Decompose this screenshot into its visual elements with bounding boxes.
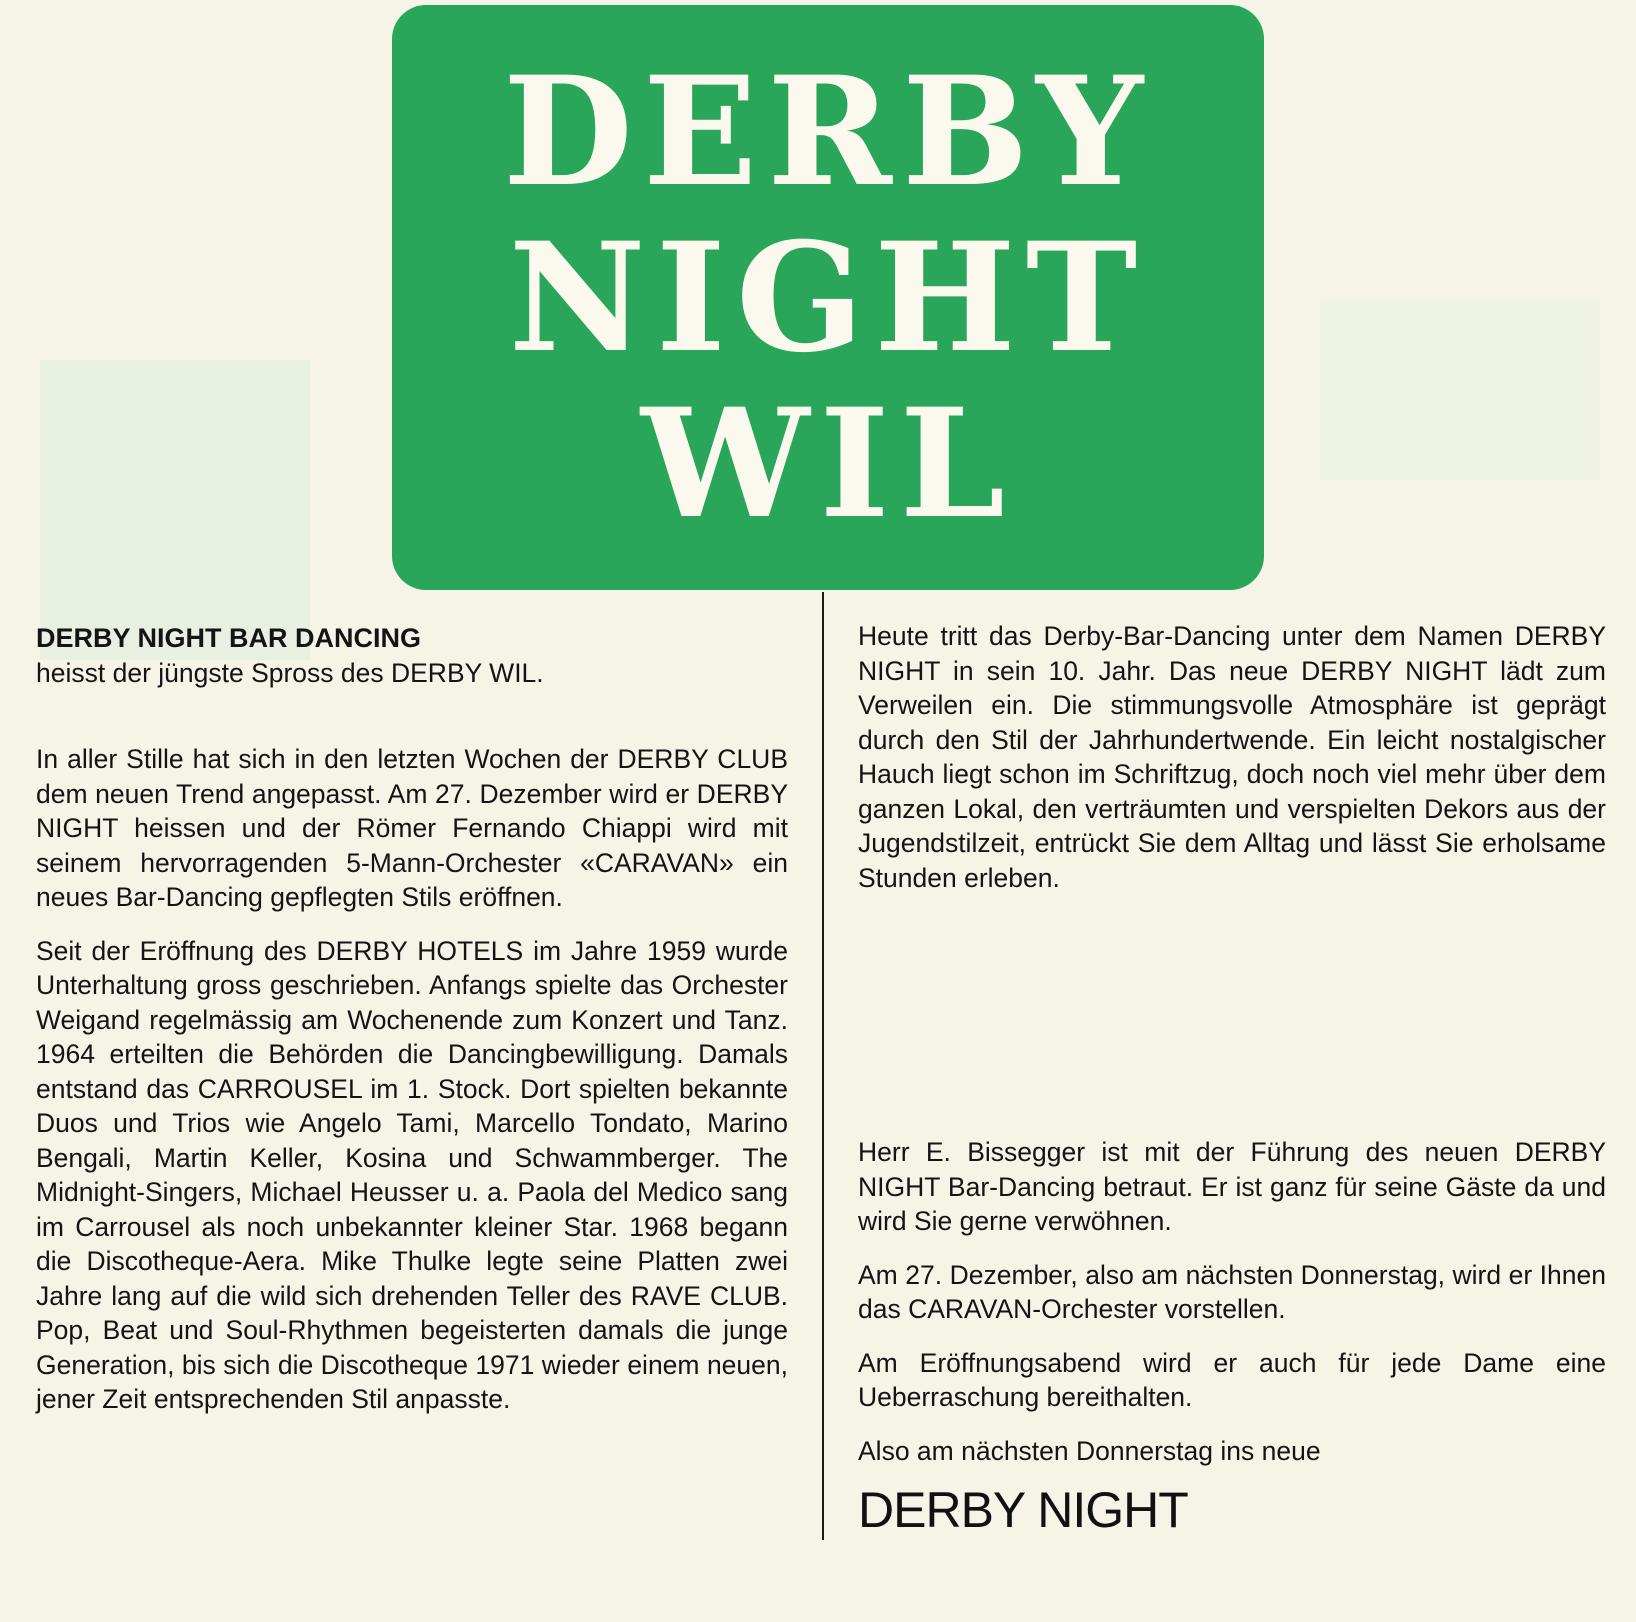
paragraph-tenth-year: Heute tritt das Derby-Bar-Dancing unter dem Namen DERBY NIGHT in sein 10. Jahr. Das neue DERBY NIGHT lädt zum Verweilen ein. Die stimmungsvolle Atmosphäre ist geprägt durch den Stil der Jahrhundertwende. Ein leicht nostalgischer Hauch liegt schon im Schriftzug, doch noch viel mehr über dem ganzen Lokal, den verträumten und verspielten Dekors aus der Jugendstilzeit, entrückt Sie dem Alltag und lässt Sie erholsame Stunden erleben. xyxy=(858,621,1606,893)
show-through-shadow xyxy=(40,360,310,660)
derby-night-wil-logo xyxy=(392,5,1264,590)
article-heading: DERBY NIGHT BAR DANCING xyxy=(36,623,422,653)
derby-night-signature: DERBY NIGHT xyxy=(858,1482,1188,1538)
right-column xyxy=(858,619,1606,1538)
logo-line-wil: WIL xyxy=(640,375,1016,552)
logo-line-derby: DERBY xyxy=(502,43,1154,220)
show-through-shadow xyxy=(1320,300,1600,480)
paragraph-surprise: Am Eröffnungsabend wird er auch für jede Dame eine Ueberraschung bereithalten. xyxy=(858,1347,1606,1412)
closing-line: Also am nächsten Donnerstag ins neue xyxy=(858,1435,1321,1466)
intro-text: heisst der jüngste Spross des DERBY WIL. xyxy=(36,657,544,688)
paragraph-trend: In aller Stille hat sich in den letzten Wochen der DERBY CLUB dem neuen Trend angepasst. Am 27. Dezember wird er DERBY NIGHT heissen und der Römer Fernando Chiappi wird mit seinem hervorragenden 5-Mann-Orchester «CARAVAN» ein neues Bar-Dancing gepflegten Stils eröffnen. xyxy=(36,744,788,912)
column-divider xyxy=(822,592,824,1540)
left-column xyxy=(36,621,788,1417)
logo-line-night: NIGHT xyxy=(508,209,1148,386)
paragraph-management: Herr E. Bissegger ist mit der Führung des neuen DERBY NIGHT Bar-Dancing betraut. Er ist ganz für seine Gäste da und wird Sie gerne verwöhnen. xyxy=(858,1137,1606,1236)
paragraph-history: Seit der Eröffnung des DERBY HOTELS im Jahre 1959 wurde Unterhaltung gross geschrieben. Anfangs spielte das Orchester Weigand regelmässig am Wochenende zum Konzert und Tanz. 1964 erteilten die Behörden die Dancingbewilligung. Damals entstand das CARROUSEL im 1. Stock. Dort spielten bekannte Duos und Trios wie Angelo Tami, Marcello Tondato, Marino Bengali, Martin Keller, Kosina und Schwammberger. The Midnight-Singers, Michael Heusser u. a. Paola del Medico sang im Carrousel als noch unbekannter kleiner Star. 1968 begann die Discotheque-Aera. Mike Thulke legte seine Platten zwei Jahre lang auf die wild sich drehenden Teller des RAVE CLUB. Pop, Beat und Soul-Rhythmen begeisterten damals die junge Generation, bis sich die Discotheque 1971 wieder einem neuen, jener Zeit entsprechenden Stil anpasste. xyxy=(36,935,788,1414)
paragraph-caravan: Am 27. Dezember, also am nächsten Donnerstag, wird er Ihnen das CARAVAN-Orchester vorstellen. xyxy=(858,1259,1606,1324)
